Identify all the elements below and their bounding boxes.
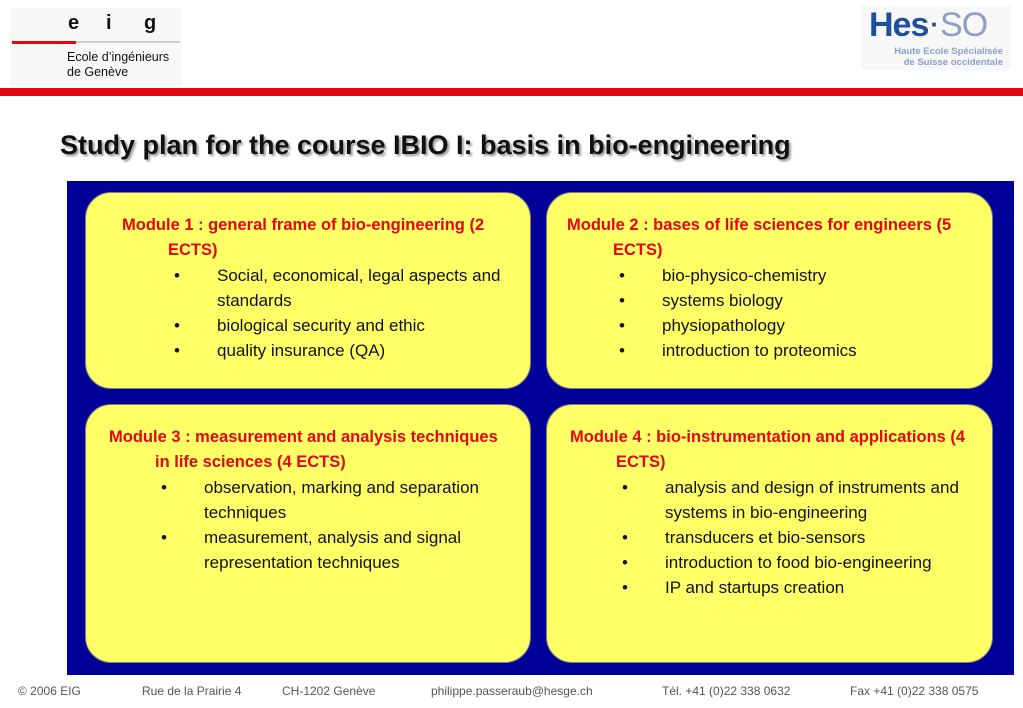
- hes-so-logo: [861, 6, 1011, 70]
- eig-letters: [68, 12, 182, 35]
- bullet-icon: •: [622, 553, 628, 572]
- list-item: [109, 475, 510, 525]
- list-item-text: biological security and ethic: [217, 316, 425, 335]
- footer-street: Rue de la Prairie 4: [142, 684, 242, 698]
- hes-subtitle: [894, 46, 1003, 68]
- list-item-text: physiopathology: [662, 316, 785, 335]
- list-item: [570, 475, 972, 525]
- list-item-text: measurement, analysis and signal representation techniques: [204, 528, 462, 572]
- list-item-text: bio-physico-chemistry: [662, 266, 827, 285]
- eig-red-line: [12, 41, 76, 44]
- footer-copyright: © 2006 EIG: [18, 684, 81, 698]
- list-item-text: introduction to proteomics: [662, 341, 857, 360]
- module-card-4: [546, 404, 993, 663]
- footer-city: CH-1202 Genève: [282, 684, 376, 698]
- module-item-list: [122, 263, 516, 363]
- bullet-icon: •: [622, 578, 628, 597]
- eig-letter-i: i: [106, 12, 112, 34]
- module-card-1: [85, 192, 531, 389]
- eig-name-line1: Ecole d’ingénieurs: [67, 50, 170, 64]
- module-heading: Module 2 : bases of life sciences for engineers (5 ECTS): [567, 216, 952, 259]
- module-heading: Module 1 : general frame of bio-engineering (2 ECTS): [122, 216, 485, 259]
- list-item: [109, 525, 510, 575]
- list-item-text: Social, economical, legal aspects and standards: [217, 266, 501, 310]
- eig-name-line2: de Genève: [67, 65, 129, 79]
- list-item-text: systems biology: [662, 291, 783, 310]
- module-heading: [109, 425, 510, 475]
- list-item-text: analysis and design of instruments and systems in bio-engineering: [665, 478, 959, 522]
- hes-sub-line2: de Suisse occidentale: [903, 57, 1003, 68]
- list-item: [122, 338, 516, 363]
- bullet-icon: •: [174, 266, 180, 285]
- hes-sub-line1: Haute Ecole Spécialisée: [894, 46, 1003, 57]
- bullet-icon: •: [619, 291, 625, 310]
- eig-school-name: [67, 50, 169, 80]
- hes-wordmark: [869, 6, 987, 45]
- eig-grey-line: [76, 41, 180, 43]
- page-title: Study plan for the course IBIO I: basis in bio-engineering: [60, 130, 791, 160]
- hes-dot: ·: [930, 9, 939, 39]
- list-item: [567, 288, 978, 313]
- bullet-icon: •: [174, 341, 180, 360]
- list-item-text: quality insurance (QA): [217, 341, 386, 360]
- footer-fax: Fax +41 (0)22 338 0575: [850, 684, 979, 698]
- list-item-text: IP and startups creation: [665, 578, 845, 597]
- module-item-list: [567, 263, 978, 363]
- footer-phone: Tél. +41 (0)22 338 0632: [662, 684, 791, 698]
- list-item: [567, 338, 978, 363]
- bullet-icon: •: [619, 266, 625, 285]
- module-card-3: [85, 404, 531, 663]
- eig-letter-e: e: [68, 12, 80, 34]
- list-item-text: observation, marking and separation techniques: [204, 478, 479, 522]
- modules-panel: [67, 181, 1014, 675]
- bullet-icon: •: [619, 316, 625, 335]
- module-heading: Module 4 : bio-instrumentation and applications (4 ECTS): [570, 428, 966, 471]
- list-item: [570, 525, 972, 550]
- list-item: [122, 263, 516, 313]
- bullet-icon: •: [161, 478, 167, 497]
- eig-logo: [10, 8, 182, 86]
- footer-email[interactable]: philippe.passeraub@hesge.ch: [431, 684, 593, 698]
- module-heading-text: Module 3 : measurement and analysis techniques in life sciences (4 ECTS): [109, 428, 498, 471]
- list-item: [570, 575, 972, 600]
- bullet-icon: •: [161, 528, 167, 547]
- eig-letter-g: g: [144, 12, 157, 34]
- module-item-list: [109, 475, 510, 575]
- list-item: [567, 313, 978, 338]
- bullet-icon: •: [174, 316, 180, 335]
- header-red-bar: [0, 88, 1023, 96]
- module-card-2: [546, 192, 993, 389]
- list-item: [122, 313, 516, 338]
- list-item-text: transducers et bio-sensors: [665, 528, 866, 547]
- bullet-icon: •: [622, 478, 628, 497]
- bullet-icon: •: [619, 341, 625, 360]
- hes-word: Hes: [869, 6, 929, 44]
- list-item-text: introduction to food bio-engineering: [665, 553, 932, 572]
- list-item: [567, 263, 978, 288]
- hes-so: SO: [940, 6, 988, 44]
- bullet-icon: •: [622, 528, 628, 547]
- list-item: [570, 550, 972, 575]
- module-item-list: [570, 475, 972, 600]
